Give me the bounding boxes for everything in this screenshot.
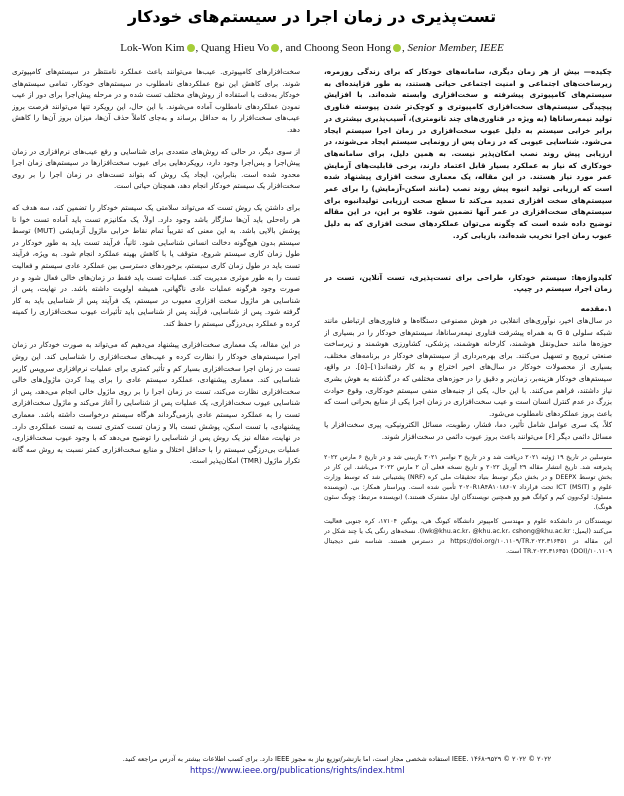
author-separator: , and xyxy=(280,42,305,54)
orcid-icon[interactable] xyxy=(271,44,279,52)
body-paragraph: برای داشتن یک روش تست که می‌تواند سلامتی یک سیستم خودکار را تضمین کند، سه هدف که هر راه‌حلی باید آن‌ها سازگار باشد وجود دارد. اولاً، یک مکانیزم تست باید آماده تست خوا تا پوشش بالایی باشد. به این معنی که تقریباً تمام نقاط خرابی ماژول آزمایشی (MUT) توسط سیستم بدون هیچ‌گونه دخالت انسانی شناسایی شود. ثانیاً، فرآیند تست باید به طور خودکار در طول زمان کاری سیستم شروع، متوقف یا با کاهش بهینه عملکرد انجام شود. به ویژه، فرآیند تست باید در طول زمان کاری سیستم، برخوردهای دسترسی بین عملکرد عادی سیستم و فعالیت تست را به طور موثری مدیریت کند. عملیات تست باید فقط در زمان‌های خالی فعال شود و در صورت وجود هرگونه عملیات عادی ناگهانی، همیشه اولویت داشته باشد. در نهایت، پس از شناسایی هر ماژول سخت افزاری معیوب در سیستم، یک فرآیند پس از شناسایی باید به کار گرفته شود. پس از شناسایی، فرآیند پس از شناسایی باید تأثیرات عیوب سخت‌افزاری را کمینه کرده و عملکرد بی‌درزگی سیستم را حفظ کند. xyxy=(12,202,300,328)
author-role: Senior Member, IEEE xyxy=(407,42,504,54)
paper-title: تست‌پذیری در زمان اجرا در سیستم‌های خودکار xyxy=(127,7,497,26)
orcid-icon[interactable] xyxy=(393,44,401,52)
author-line xyxy=(20,40,604,56)
intro-paragraph: کلاً، یک سری عوامل شامل تأثیر، دما، فشار، رطوبت، مسائل الکترونیکی، پیری سخت‌افزار یا مسائل دائمی دیگر [۶] می‌توانند باعث بروز عیوب دائمی در سخت‌افزار شوند. xyxy=(324,420,612,441)
abstract: چکیده— بیش از هر زمان دیگری، سامانه‌های خودکار که برای زندگی روزمره، زیرساخت‌های اجتماعی و امنیت اجتماعی حیاتی هستند، به طور فزاینده‌ای به سیستم‌های کامپیوتری پیشرفته و سخت‌افزاری وابسته شده‌اند. با افزایش پیچیدگی سیستم‌های سخت‌افزاری کامپیوتری و کوچک‌تر شدن پیوسته فناوری تولید نیمه‌رساناها (به ویژه در فناوری‌های چند نانومتری)، آسیب‌پذیری بیشتری در برابر خرابی سیستم به دلیل عیوب سخت‌افزاری در زمان اجرا سیستم ایجاد می‌شود. شناسایی عیوبی که در زمان پس از رونمایی سیستم ایجاد می‌شوند، در ارزیابی پیش روند نصب امکان‌پذیر نیست. به همین دلیل، برای سامانه‌های خودکاری که نیاز به عملکرد بسیار قابل اعتماد دارند، برخی قابلیت‌های آزمایش عمر مورد نیاز هستند. در این مقاله، یک معماری سخت افزاری پیشنهاد شده است که ارزیابی تولید انبوه پیش روند نصب (مانند اسکن-آزمایش) را برای عمر سیستم‌های سخت افزاری تمدید می‌کند تا سطح صحت ارزیابی تولیدانبوه برای سیستم‌های سخت‌افزاری در عمر آنها تضمین شود. علاوه بر این، در این مقاله توضیح داده شده است که چگونه می‌توان عملکردهای سخت افزاری که به دلیل عیوب زمان اجرا تخریب شده‌اند، بازیابی کرد. xyxy=(324,67,612,240)
author-name: Choong Seon Hong xyxy=(304,42,391,54)
orcid-icon[interactable] xyxy=(187,44,195,52)
rights-link[interactable]: https://www.ieee.org/publications/rights/index.html xyxy=(190,765,405,775)
body-paragraph: در این مقاله، یک معماری سخت‌افزاری پیشنهاد می‌دهیم که می‌تواند به صورت خودکار در زمان اجرا سیستم‌های خودکار را نظارت کرده و عیب‌های سخت‌افزاری را شناسایی کند. این روش تست در زمان اجرا سخت‌افزاری بسیار کم و تأثیر کمتری برای عملیات نرم‌افزاری سرویس کاربر شناسایی کند. معماری پیشنهادی، عملکرد سیستم عادی را برای پیدا کردن ماژول‌های خالی سخت‌افزاری نظارت می‌کند، تست در زمان اجرا را بر روی ماژول خالی انجام می‌دهد، پس از شناسایی عیوب سخت‌افزاری، یک عملیات پس از شناسایی را آغاز می‌کند و ماژول سخت‌افزاری تست را به عملکرد سیستم عادی بازمی‌گرداند هرگاه سیستم درخواست داشته باشد. معماری پیشنهادی، با تست اسکن، پوشش تست بالا و زمان تست کمتری تست به تست عملکردی دارد. در نهایت، مقاله نیز یک روش پس از شناسایی را توضیح می‌دهد که با وجود عیوب سخت‌افزاری، عملیات بی‌درزگی سیستم را با حداقل اختلال و منابع سخت‌افزاری کمتر نسبت به روش سه گانه تکرار ماژول (TMR) امکان‌پذیر است. xyxy=(12,340,300,466)
body-paragraph: سخت‌افزارهای کامپیوتری. عیب‌ها می‌توانند باعث عملکرد نامنتظر در سیستم‌های کامپیوتری شوند. برای کاهش این نوع عملکردهای نامطلوب در سیستم‌های خودکار، تمامی سیستم‌های خودکار به‌دقت با استفاده از روش‌های مختلف تست شده و در مرحله پیش‌اجرا برای دور از عیب نمودن عملکردهای نامطلوب آماده می‌شوند. با این حال، این رویکرد تنها می‌توانند فرصت بروز عیب‌های سخت‌افزار را به حداقل برساند و به‌جای کاملاً حذف آن‌ها، میزان بروز آن‌ها را کاهش دهد. xyxy=(12,67,300,134)
copyright-notice: ۲۰۲۲ © IEEE. ۱۴۶۸-۹۵۲۹ © ۲۰۲۲ استفاده شخصی مجاز است، اما بازنشر/توزیع نیاز به مجوز IEEE دارد. برای کسب اطلاعات بیشتر به آدرس مراجعه کنید. xyxy=(122,755,552,763)
author-name: Lok-Won Kim xyxy=(120,42,185,54)
author-separator: , xyxy=(401,42,408,54)
body-paragraph: از سوی دیگر، در حالی که روش‌های متعددی برای شناسایی و رفع عیب‌های نرم‌افزاری در زمان پیش‌اجرا و پس‌اجرا وجود دارد، رویکردهایی برای عیوب سخت‌افزارها در سیستم‌های زمان اجرا محدود شده است. بنابراین، ایجاد یک روش که بتواند تست‌های در زمان اجرا را بر روی سخت‌افزار یک سیستم خودکار انجام دهد، همچنان حیاتی است. xyxy=(12,146,300,191)
footnote: نویسندگان در دانشکده علوم و مهندسی کامپیوتر دانشگاه کیونگ هی، یونگین ۱۷۱۰۴، کره جنوبی فعالیت می‌کنند (ایمیل: lwk@khu.ac.kr، @khu.ac.kr، cshong@khu.ac.kr). نسخه‌های رنگی یک یا چند شکل در این مقاله در https://doi.org/۱۰.۱۱۰۹/TR.۲۰۲۲.۳۱۶۳۵۱ در دسترس هستند. شناسه شی دیجیتال ۱۰.۱۱۰۹/TR.۲۰۲۲.۳۱۶۳۵۱ (DOI) است. xyxy=(324,517,612,555)
author-separator: , xyxy=(195,42,201,54)
footnote-divider xyxy=(522,448,612,449)
section-heading: ۱.مقدمه xyxy=(580,303,612,313)
intro-paragraph: در سال‌های اخیر، نوآوری‌های انقلابی در هوش مصنوعی دستگاه‌ها و فناوری‌های ارتباطی مانند شبکه سلولی ۵ G به همراه پیشرفت فناوری نیمه‌رساناها، سیستم‌های خودکار را در بسیاری از حوزه‌ها مانند حمل‌ونقل هوشمند، کارخانه هوشمند، پزشکی، کشاورزی هوشمند و زیرساخت صنعتی ترویج و تسهیل می‌کنند. برای بهره‌برداری از سیستم‌های خودکار در برنامه‌های مختلف، بسیاری از محصولات خودکار در سال‌های اخیر اختراع و به کار رفته‌اند[۱]–[۵]. در واقع، سیستم‌های خودکار هزینه‌بر، زمان‌بر و دقیق را در حوزه‌های مختلفی که در گذشته به هوش بشری نیاز داشتند، فراهم می‌کنند. با این حال، یکی از جنبه‌های منفی سیستم خودکاری، وقوع حوادث بزرگ در عدم کنترل انسان است و عیب سخت‌افزاری در زمان اجرا یکی از منابع بحرانی است که باعث بروز عملکردهای نامطلوب می‌شود. xyxy=(324,315,612,418)
keywords: کلیدواژه‌ها: سیستم خودکار، طراحی برای تست‌پذیری، تست آنلاین، تست در زمان اجرا، سیستم در چیپ. xyxy=(324,272,612,294)
right-column xyxy=(324,66,612,557)
footnote: متوسلین در تاریخ ۱۹ ژوئیه ۲۰۲۱ دریافت شد و در تاریخ ۳ نوامبر ۲۰۲۱ بازبینی شد و در تاریخ ۶ مارس ۲۰۲۲ پذیرفته شد. تاریخ انتشار مقاله ۲۹ آوریل ۲۰۲۲ و تاریخ نسخه فعلی آن ۲ مارس ۲۰۲۲ می‌باشد. این کار در بخش توسط DEEPX و در بخش دیگر توسط بنیاد تحقیقات ملی کره (NRF) پشتیبانی شد که توسط وزارت علوم و ICT (MSIT) تحت قرارداد ۲۰۲۰R۱A۴A۱۰۱۸۶۰۷ تأمین شده است. ویراستار همکار: بی. (نویسنده مسئول: لوک‌وون کیم و کوانگ هیو وو همچنین نویسندگان اول مشترک هستند.) (نویسنده مرتبط: چونگ سئون هونگ). xyxy=(324,454,612,512)
author-name: Quang Hieu Vo xyxy=(201,42,270,54)
left-column xyxy=(12,66,300,467)
